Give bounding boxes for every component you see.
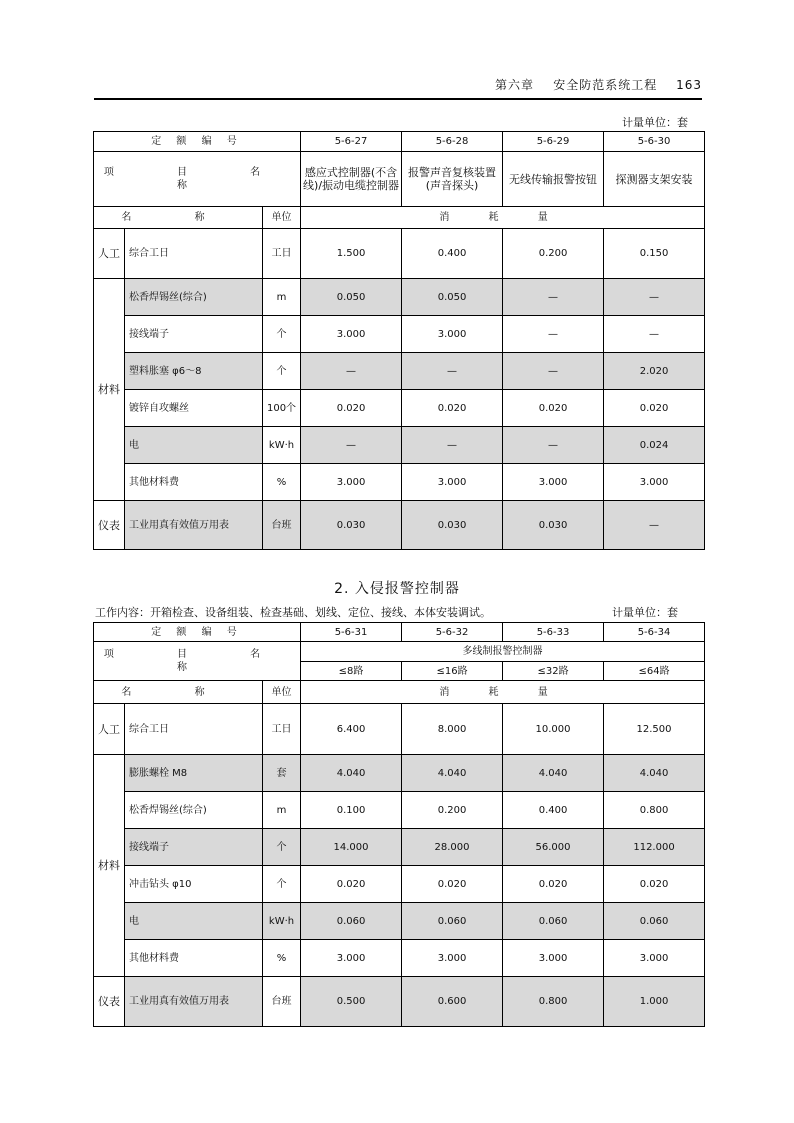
row-unit: 100个 (263, 390, 301, 427)
item-cell: 无线传输报警按钮 (503, 152, 604, 207)
value-cell: 4.040 (503, 755, 604, 792)
table-row (94, 464, 705, 501)
chapter-title: 安全防范系统工程 (553, 78, 658, 92)
value-cell: 3.000 (604, 464, 705, 501)
value-cell: 0.020 (604, 390, 705, 427)
table-row (94, 316, 705, 353)
value-cell: — (503, 427, 604, 464)
row-name: 工业用真有效值万用表 (125, 501, 263, 550)
table-row (94, 792, 705, 829)
value-cell: 3.000 (301, 316, 402, 353)
row-name: 塑料胀塞 φ6～8 (125, 353, 263, 390)
value-cell: 0.030 (301, 501, 402, 550)
value-cell: 0.500 (301, 977, 402, 1027)
group-labor: 人工 (94, 229, 125, 279)
row-name: 松香焊锡丝(综合) (125, 792, 263, 829)
row-name: 综合工日 (125, 229, 263, 279)
value-cell: 0.600 (402, 977, 503, 1027)
unit-label-1: 计量单位：套 (622, 116, 688, 129)
row-unit: 台班 (263, 977, 301, 1027)
table-row (94, 704, 705, 755)
group-instrument: 仪表 (94, 977, 125, 1027)
value-cell: 10.000 (503, 704, 604, 755)
row-name: 电 (125, 427, 263, 464)
table-row (94, 755, 705, 792)
row-unit: 个 (263, 829, 301, 866)
column-header-row (94, 681, 705, 704)
value-cell: — (402, 427, 503, 464)
value-cell: 0.060 (402, 903, 503, 940)
table-row (94, 501, 705, 550)
value-cell: 0.200 (503, 229, 604, 279)
value-cell: 14.000 (301, 829, 402, 866)
table-row (94, 353, 705, 390)
value-cell: 28.000 (402, 829, 503, 866)
row-name: 工业用真有效值万用表 (125, 977, 263, 1027)
group-material: 材料 (94, 279, 125, 501)
table-row (94, 866, 705, 903)
code-cell: 5-6-27 (301, 132, 402, 152)
table-row (94, 940, 705, 977)
col-consume-label: 消 耗 量 (301, 681, 705, 704)
row-name: 冲击钻头 φ10 (125, 866, 263, 903)
col-unit-label: 单位 (263, 207, 301, 229)
code-cell: 5-6-30 (604, 132, 705, 152)
value-cell: — (604, 316, 705, 353)
row-unit: m (263, 279, 301, 316)
row-name: 接线端子 (125, 316, 263, 353)
item-label: 项 目 名 称 (94, 642, 301, 681)
row-unit: kW·h (263, 903, 301, 940)
group-instrument: 仪表 (94, 501, 125, 550)
group-material: 材料 (94, 755, 125, 977)
value-cell: 3.000 (402, 316, 503, 353)
code-cell: 5-6-33 (503, 623, 604, 642)
row-name: 接线端子 (125, 829, 263, 866)
value-cell: 0.060 (604, 903, 705, 940)
row-unit: 个 (263, 316, 301, 353)
row-unit: 台班 (263, 501, 301, 550)
code-label: 定 额 编 号 (94, 132, 301, 152)
row-unit: kW·h (263, 427, 301, 464)
item-cell: 报警声音复核装置(声音探头) (402, 152, 503, 207)
value-cell: — (301, 427, 402, 464)
col-name-label: 名 称 (94, 681, 263, 704)
code-cell: 5-6-34 (604, 623, 705, 642)
table-row (94, 903, 705, 940)
item-group-title: 多线制报警控制器 (301, 642, 705, 662)
code-cell: 5-6-32 (402, 623, 503, 642)
value-cell: 3.000 (503, 940, 604, 977)
value-cell: 4.040 (402, 755, 503, 792)
column-header-row (94, 207, 705, 229)
item-cell: ≤64路 (604, 662, 705, 681)
value-cell: 112.000 (604, 829, 705, 866)
code-cell: 5-6-28 (402, 132, 503, 152)
chapter-label: 第六章 (494, 78, 534, 92)
value-cell: 1.000 (604, 977, 705, 1027)
table-row (94, 279, 705, 316)
row-unit: 个 (263, 353, 301, 390)
section-title: 2. 入侵报警控制器 (334, 581, 460, 597)
value-cell: 0.400 (503, 792, 604, 829)
table-row (94, 977, 705, 1027)
value-cell: 1.500 (301, 229, 402, 279)
header-rule (94, 98, 702, 100)
value-cell: 0.800 (503, 977, 604, 1027)
row-name: 松香焊锡丝(综合) (125, 279, 263, 316)
table-row (94, 390, 705, 427)
value-cell: 3.000 (604, 940, 705, 977)
item-cell: 感应式控制器(不含线)/振动电缆控制器 (301, 152, 402, 207)
quota-table-2 (93, 622, 705, 1027)
row-name: 镀锌自攻螺丝 (125, 390, 263, 427)
value-cell: 0.400 (402, 229, 503, 279)
value-cell: 0.800 (604, 792, 705, 829)
value-cell: 0.020 (402, 390, 503, 427)
table-row (94, 229, 705, 279)
col-consume-label: 消 耗 量 (301, 207, 705, 229)
code-cell: 5-6-29 (503, 132, 604, 152)
value-cell: 4.040 (301, 755, 402, 792)
item-cell: ≤32路 (503, 662, 604, 681)
code-row (94, 132, 705, 152)
value-cell: 0.060 (301, 903, 402, 940)
value-cell: 3.000 (503, 464, 604, 501)
value-cell: — (503, 316, 604, 353)
item-cell: ≤16路 (402, 662, 503, 681)
table-row (94, 427, 705, 464)
item-cell: 探测器支架安装 (604, 152, 705, 207)
value-cell: 0.020 (301, 866, 402, 903)
table-row (94, 829, 705, 866)
row-name: 其他材料费 (125, 464, 263, 501)
value-cell: 3.000 (402, 464, 503, 501)
value-cell: 0.020 (503, 390, 604, 427)
page-number: 163 (676, 78, 702, 92)
value-cell: 3.000 (301, 940, 402, 977)
row-unit: 工日 (263, 704, 301, 755)
item-row (94, 152, 705, 207)
row-unit: m (263, 792, 301, 829)
value-cell: — (402, 353, 503, 390)
item-row (94, 642, 705, 662)
value-cell: 0.200 (402, 792, 503, 829)
group-labor: 人工 (94, 704, 125, 755)
unit-label-2: 计量单位：套 (612, 606, 678, 619)
value-cell: — (604, 279, 705, 316)
value-cell: 6.400 (301, 704, 402, 755)
value-cell: 8.000 (402, 704, 503, 755)
row-unit: % (263, 464, 301, 501)
item-label: 项 目 名 称 (94, 152, 301, 207)
row-name: 其他材料费 (125, 940, 263, 977)
value-cell: 0.020 (503, 866, 604, 903)
col-name-label: 名 称 (94, 207, 263, 229)
value-cell: 3.000 (301, 464, 402, 501)
item-cell: ≤8路 (301, 662, 402, 681)
value-cell: 4.040 (604, 755, 705, 792)
row-name: 膨胀螺栓 M8 (125, 755, 263, 792)
running-header (495, 76, 702, 93)
value-cell: 0.020 (301, 390, 402, 427)
value-cell: 0.030 (402, 501, 503, 550)
value-cell: 0.024 (604, 427, 705, 464)
value-cell: 0.050 (402, 279, 503, 316)
row-unit: 套 (263, 755, 301, 792)
value-cell: 0.030 (503, 501, 604, 550)
value-cell: 12.500 (604, 704, 705, 755)
value-cell: — (503, 279, 604, 316)
row-unit: 工日 (263, 229, 301, 279)
row-name: 综合工日 (125, 704, 263, 755)
value-cell: 0.100 (301, 792, 402, 829)
value-cell: 3.000 (402, 940, 503, 977)
code-label: 定 额 编 号 (94, 623, 301, 642)
quota-table-1 (93, 131, 705, 550)
value-cell: 2.020 (604, 353, 705, 390)
row-name: 电 (125, 903, 263, 940)
code-row (94, 623, 705, 642)
value-cell: 56.000 (503, 829, 604, 866)
code-cell: 5-6-31 (301, 623, 402, 642)
row-unit: 个 (263, 866, 301, 903)
value-cell: 0.020 (402, 866, 503, 903)
value-cell: 0.020 (604, 866, 705, 903)
value-cell: — (301, 353, 402, 390)
row-unit: % (263, 940, 301, 977)
value-cell: — (604, 501, 705, 550)
col-unit-label: 单位 (263, 681, 301, 704)
value-cell: 0.150 (604, 229, 705, 279)
value-cell: 0.060 (503, 903, 604, 940)
work-content: 工作内容：开箱检查、设备组装、检查基础、划线、定位、接线、本体安装调试。 (95, 606, 491, 619)
value-cell: — (503, 353, 604, 390)
value-cell: 0.050 (301, 279, 402, 316)
